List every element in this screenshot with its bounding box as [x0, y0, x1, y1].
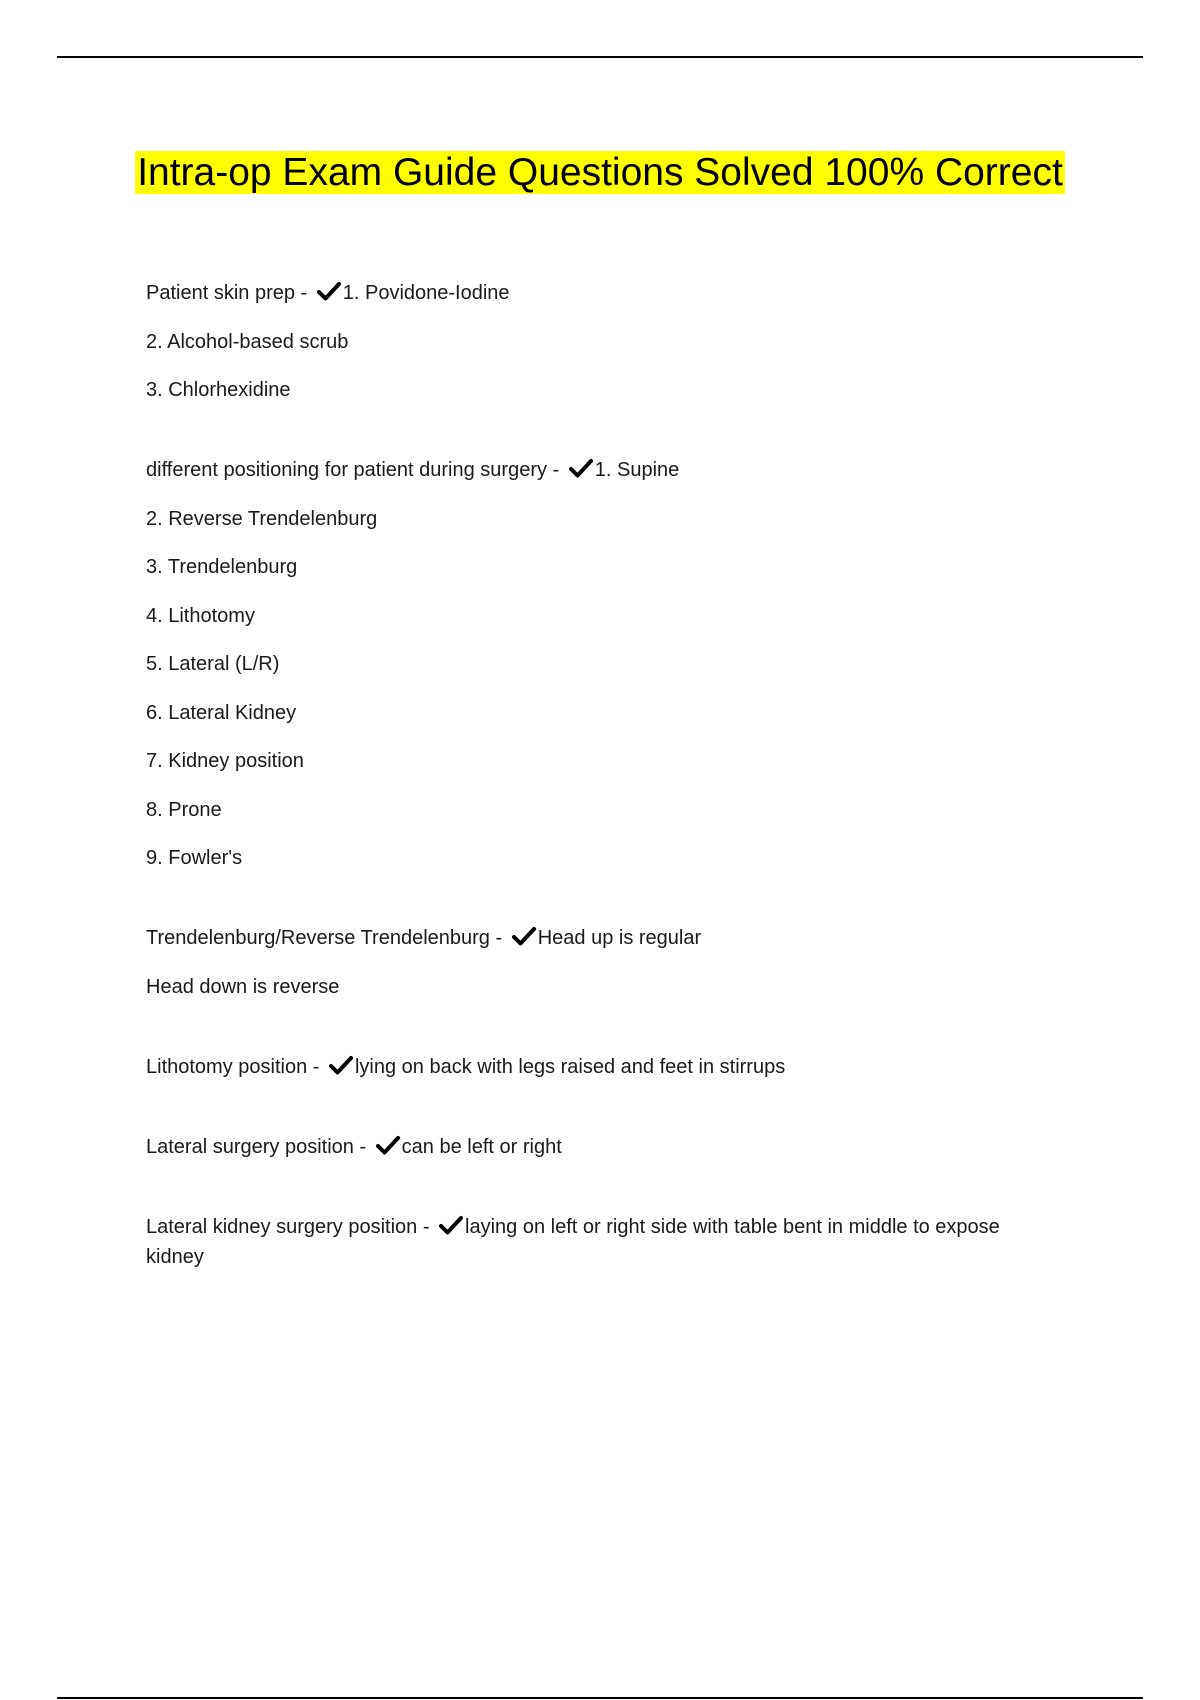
answer-text: 1. Povidone-Iodine: [342, 282, 510, 304]
question-text: Patient skin prep -: [146, 282, 313, 304]
checkmark-icon: [569, 458, 593, 478]
question-text: Trendelenburg/Reverse Trendelenburg -: [146, 927, 508, 949]
answer-line: 4. Lithotomy: [146, 604, 255, 627]
checkmark-icon: [439, 1215, 463, 1235]
qa-entry: [146, 455, 1046, 873]
question-text: different positioning for patient during surgery -: [146, 459, 565, 481]
question-text: Lithotomy position -: [146, 1055, 325, 1078]
qa-content: [146, 278, 1046, 1322]
answer-line: 9. Fowler's: [146, 847, 243, 869]
question-line: [146, 923, 1046, 953]
question-text: Lateral kidney surgery position -: [146, 1215, 436, 1238]
question-line: [146, 278, 1046, 308]
qa-entry: [146, 923, 1046, 1002]
answer-line: 3. Chlorhexidine: [146, 379, 291, 401]
answer-line: 2. Alcohol-based scrub: [146, 330, 349, 353]
question-line: [146, 1132, 1046, 1162]
checkmark-icon: [317, 281, 341, 301]
qa-entry: [146, 278, 1046, 405]
answer-line: Head down is reverse: [146, 975, 340, 998]
question-line: [146, 1212, 1046, 1272]
qa-entry: [146, 1212, 1046, 1272]
question-text: Lateral surgery position -: [146, 1135, 372, 1158]
answer-text: lying on back with legs raised and feet in stirrups: [354, 1055, 786, 1078]
qa-entry: [146, 1132, 1046, 1162]
answer-text: can be left or right: [401, 1135, 562, 1158]
top-rule: [57, 56, 1143, 58]
answer-line: 5. Lateral (L/R): [146, 653, 280, 675]
answer-text: Head up is regular: [537, 927, 702, 949]
question-line: [146, 1052, 1046, 1082]
bottom-rule: [57, 1697, 1143, 1699]
title-highlight: Intra-op Exam Guide Questions Solved 100% Correct: [137, 151, 1063, 194]
answer-line: 6. Lateral Kidney: [146, 701, 297, 724]
answer-line: 2. Reverse Trendelenburg: [146, 507, 378, 530]
page-title: [0, 144, 1200, 202]
answer-text: laying on left or right side with table bent in middle to expose kidney: [146, 1215, 1000, 1268]
checkmark-icon: [329, 1055, 353, 1075]
checkmark-icon: [376, 1135, 400, 1155]
checkmark-icon: [512, 926, 536, 946]
answer-line: 7. Kidney position: [146, 750, 304, 772]
question-line: [146, 455, 1046, 485]
answer-text: 1. Supine: [594, 459, 680, 481]
answer-line: 3. Trendelenburg: [146, 556, 298, 578]
qa-entry: [146, 1052, 1046, 1082]
answer-line: 8. Prone: [146, 798, 222, 821]
